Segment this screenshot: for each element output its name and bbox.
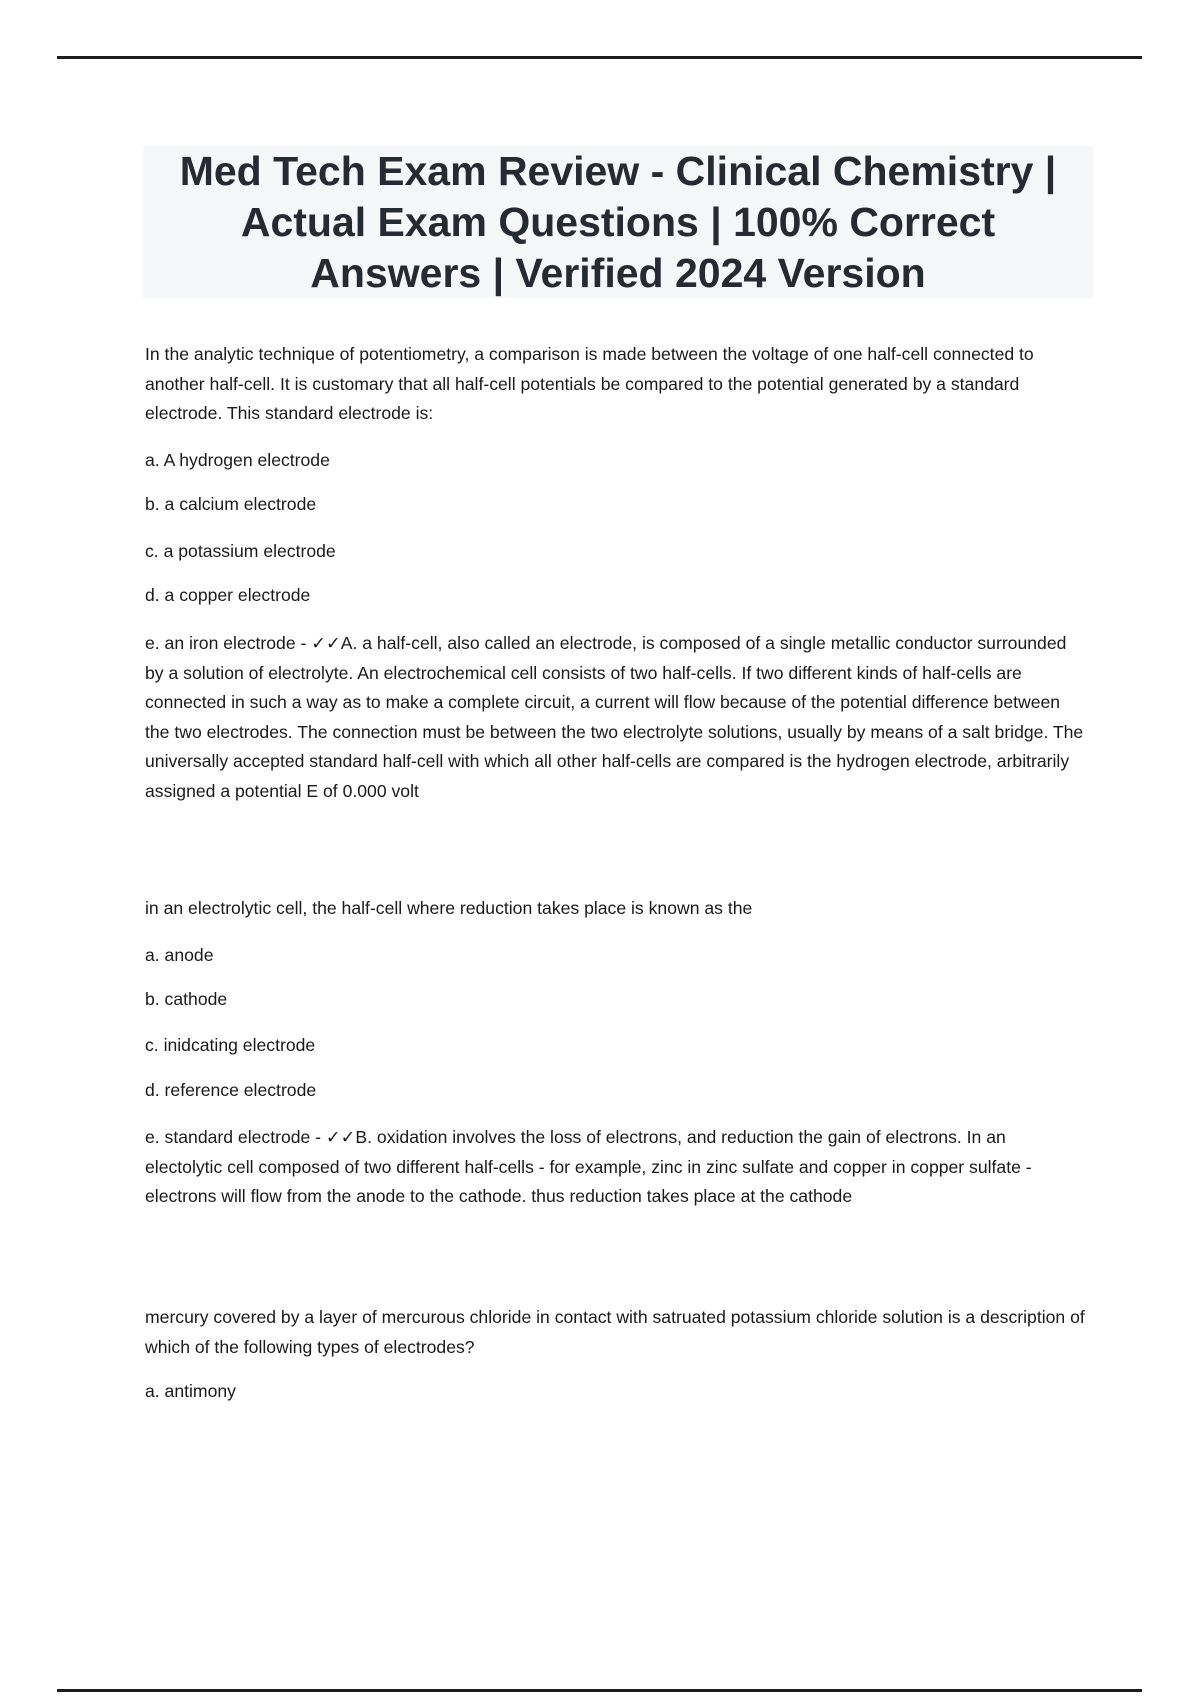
question-1-option-c: c. a potassium electrode	[145, 541, 336, 561]
question-2-option-c: c. inidcating electrode	[145, 1035, 316, 1055]
question-2-stem: in an electrolytic cell, the half-cell where reduction takes place is known as the	[145, 898, 753, 918]
title-banner	[143, 146, 1093, 298]
top-rule	[57, 56, 1142, 59]
question-2-option-b: b. cathode	[145, 989, 228, 1009]
question-2-option-e-answer: e. standard electrode - ✓✓B. oxidation involves the loss of electrons, and reduction the gain of electrons. In an electolytic cell composed of two different half-cells - for example, zinc in zinc sulfate and copper in copper sulfate - electrons will flow from the anode to the cathode. thus reduction takes place at the cathode	[145, 1127, 1032, 1206]
question-2-option-a: a. anode	[145, 945, 214, 965]
document-title: Med Tech Exam Review - Clinical Chemistry | Actual Exam Questions | 100% Correct Answers | Verified 2024 Version	[179, 147, 1057, 296]
question-1-option-b: b. a calcium electrode	[145, 494, 317, 514]
question-1-option-e-answer: e. an iron electrode - ✓✓A. a half-cell, also called an electrode, is composed of a single metallic conductor surrounded by a solution of electrolyte. An electrochemical cell consists of two half-cells. If two different kinds of half-cells are connected in such a way as to make a complete circuit, a current will flow because of the potential difference between the two electrodes. The connection must be between the two electrolyte solutions, usually by means of a salt bridge. The universally accepted standard half-cell with which all other half-cells are compared is the hydrogen electrode, arbitrarily assigned a potential E of 0.000 volt	[145, 633, 1084, 801]
question-3-option-a: a. antimony	[145, 1381, 236, 1401]
bottom-rule	[57, 1689, 1142, 1692]
question-2-option-d: d. reference electrode	[145, 1080, 317, 1100]
question-3-stem: mercury covered by a layer of mercurous chloride in contact with satruated potassium chloride solution is a description of which of the following types of electrodes?	[145, 1307, 1085, 1357]
question-1-option-a: a. A hydrogen electrode	[145, 450, 330, 470]
question-1-stem: In the analytic technique of potentiometry, a comparison is made between the voltage of one half-cell connected to another half-cell. It is customary that all half-cell potentials be compared to the potential generated by a standard electrode. This standard electrode is:	[145, 344, 1034, 423]
question-1-option-d: d. a copper electrode	[145, 585, 311, 605]
